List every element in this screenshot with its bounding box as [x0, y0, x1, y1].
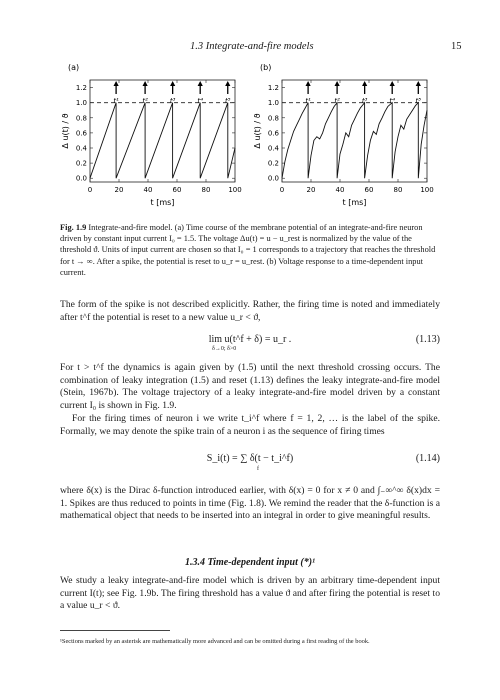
- footnote: ¹Sections marked by an asterisk are mathematically more advanced and can be omitted during a first reading of the book.: [60, 638, 370, 645]
- paragraph-3-text: For the firing times of neuron i we write t_i^f where f = 1, 2, … is the label of the spike. Formally, we may denote the spike train of a neuron i as the sequence of firing times: [60, 413, 440, 437]
- voltage-trace: [90, 103, 235, 179]
- x-tick-label: 60: [364, 186, 374, 194]
- spike-time-label: t⁵: [415, 97, 422, 105]
- x-tick-label: 100: [228, 186, 242, 194]
- footnote-rule: [60, 630, 170, 631]
- caption-text: Integrate-and-fire model. (a) Time course of the membrane potential of an integrate-and-fire neuron driven by constant input current I₀ = 1.5. The voltage Δu(t) = u − u_rest is normalized by the value of the threshold ϑ. Units of input current are chosen so that I₀ = 1 corresponds to a trajectory that reaches the threshold for t → ∞. After a spike, the potential is reset to u_r = u_rest. (b) Voltage response to a time-dependent input current.: [60, 223, 436, 277]
- voltage-trace: [282, 103, 427, 179]
- y-tick-label: 0.6: [75, 129, 87, 138]
- paragraph-4-text: where δ(x) is the Dirac δ-function introduced earlier, with δ(x) = 0 for x ≠ 0 and ∫₋∞^∞ δ(x)dx = 1. Spikes are thus reduced to points in time (Fig. 1.8). We remind the reader that the δ-function is a mathematical object that needs to be inserted into an integral in order to give meaningful results.: [60, 485, 440, 522]
- panel-label: (a): [68, 63, 80, 72]
- running-header-title: 1.3 Integrate-and-fire models: [190, 41, 314, 52]
- equation-1-14: [60, 451, 440, 473]
- paragraph-5: [60, 575, 440, 613]
- section-heading: 1.3.4 Time-dependent input (*)¹: [184, 557, 316, 568]
- y-tick-label: 1.2: [75, 84, 87, 93]
- figure-caption: [60, 222, 440, 278]
- y-tick-label: 0.8: [75, 114, 87, 123]
- page-number: 15: [451, 41, 462, 52]
- x-tick-label: 100: [420, 186, 434, 194]
- paragraph-2-text: For t > t^f the dynamics is again given by (1.5) until the next threshold crossing occurs. The combination of leaky integration (1.5) and reset (1.13) defines the leaky integrate-and-fire model (Stein, 1967b). The voltage trajectory of a leaky integrate-and-fire model driven by a constant current I₀ is shown in Fig. 1.9.: [60, 362, 440, 412]
- paragraph-4: [60, 485, 440, 523]
- spike-arrow-head: [143, 81, 148, 86]
- y-tick-label: 0.2: [75, 159, 87, 168]
- spike-arrow-head: [306, 81, 311, 86]
- spike-time-label: t⁴: [197, 97, 203, 105]
- panel-label: (b): [260, 63, 272, 72]
- x-tick-label: 40: [335, 186, 345, 194]
- spike-arrow-head: [390, 81, 395, 86]
- spike-arrow-head: [362, 81, 367, 86]
- x-tick-label: 60: [172, 186, 182, 194]
- spike-arrow-head: [114, 81, 119, 86]
- paragraph-5-text: We study a leaky integrate-and-fire model which is driven by an arbitrary time-dependent input current I(t); see Fig. 1.9b. The firing threshold has a value ϑ and after firing the potential is reset to a value u_r < ϑ.: [60, 575, 440, 612]
- figure-1-9: [60, 60, 440, 218]
- y-tick-label: 0.4: [267, 144, 279, 153]
- paragraph-3: [60, 413, 440, 438]
- spike-time-label: t¹: [113, 97, 119, 105]
- y-tick-label: 0.0: [75, 174, 87, 183]
- y-tick-label: 0.2: [267, 159, 279, 168]
- y-tick-label: 0.0: [267, 174, 279, 183]
- x-tick-label: 0: [87, 186, 93, 194]
- paragraph-2: [60, 362, 440, 413]
- x-tick-label: 20: [306, 186, 316, 194]
- spike-time-label: t⁵: [224, 97, 231, 105]
- equation-1-13: [60, 332, 440, 354]
- paragraph-1-text: The form of the spike is not described explicitly. Rather, the firing time is noted and immediately after t^f the potential is reset to a new value u_r < ϑ,: [60, 299, 440, 323]
- panel-frame: [282, 80, 427, 182]
- spike-arrow-head: [170, 81, 175, 86]
- equation-1-14-number: (1.14): [415, 453, 440, 464]
- spike-arrow-head: [198, 81, 203, 86]
- spike-arrow-head: [416, 81, 421, 86]
- y-tick-label: 0.4: [75, 144, 87, 153]
- equation-1-13-subscript: δ→0; δ>0: [212, 346, 237, 352]
- y-tick-label: 0.8: [267, 114, 279, 123]
- y-axis-label: Δ u(t) / ϑ: [253, 113, 262, 149]
- spike-time-label: t¹: [305, 97, 311, 105]
- equation-1-13-number: (1.13): [415, 334, 440, 345]
- y-tick-label: 1.0: [75, 99, 87, 108]
- y-tick-label: 1.0: [267, 99, 279, 108]
- equation-1-14-body: S_i(t) = ∑ δ(t − t_i^f): [206, 453, 294, 464]
- y-axis-label: Δ u(t) / ϑ: [61, 113, 70, 149]
- equation-1-14-subscript: f: [257, 466, 259, 472]
- spike-time-label: t³: [169, 97, 176, 105]
- spike-time-label: t²: [334, 97, 340, 105]
- paragraph-1: [60, 299, 440, 324]
- y-tick-label: 1.2: [267, 84, 279, 93]
- spike-time-label: t³: [361, 97, 368, 105]
- spike-arrow-head: [225, 81, 230, 86]
- x-tick-label: 80: [393, 186, 403, 194]
- x-tick-label: 40: [143, 186, 153, 194]
- spike-time-label: t⁴: [389, 97, 395, 105]
- x-axis-label: t [ms]: [342, 198, 367, 207]
- spike-time-label: t²: [142, 97, 148, 105]
- spike-arrow-head: [335, 81, 340, 86]
- y-tick-label: 0.6: [267, 129, 279, 138]
- x-tick-label: 0: [279, 186, 285, 194]
- x-tick-label: 80: [201, 186, 211, 194]
- caption-label: Fig. 1.9: [60, 223, 87, 232]
- x-axis-label: t [ms]: [150, 198, 175, 207]
- x-tick-label: 20: [114, 186, 124, 194]
- equation-1-13-body: lim u(t^f + δ) = u_r .: [208, 334, 292, 345]
